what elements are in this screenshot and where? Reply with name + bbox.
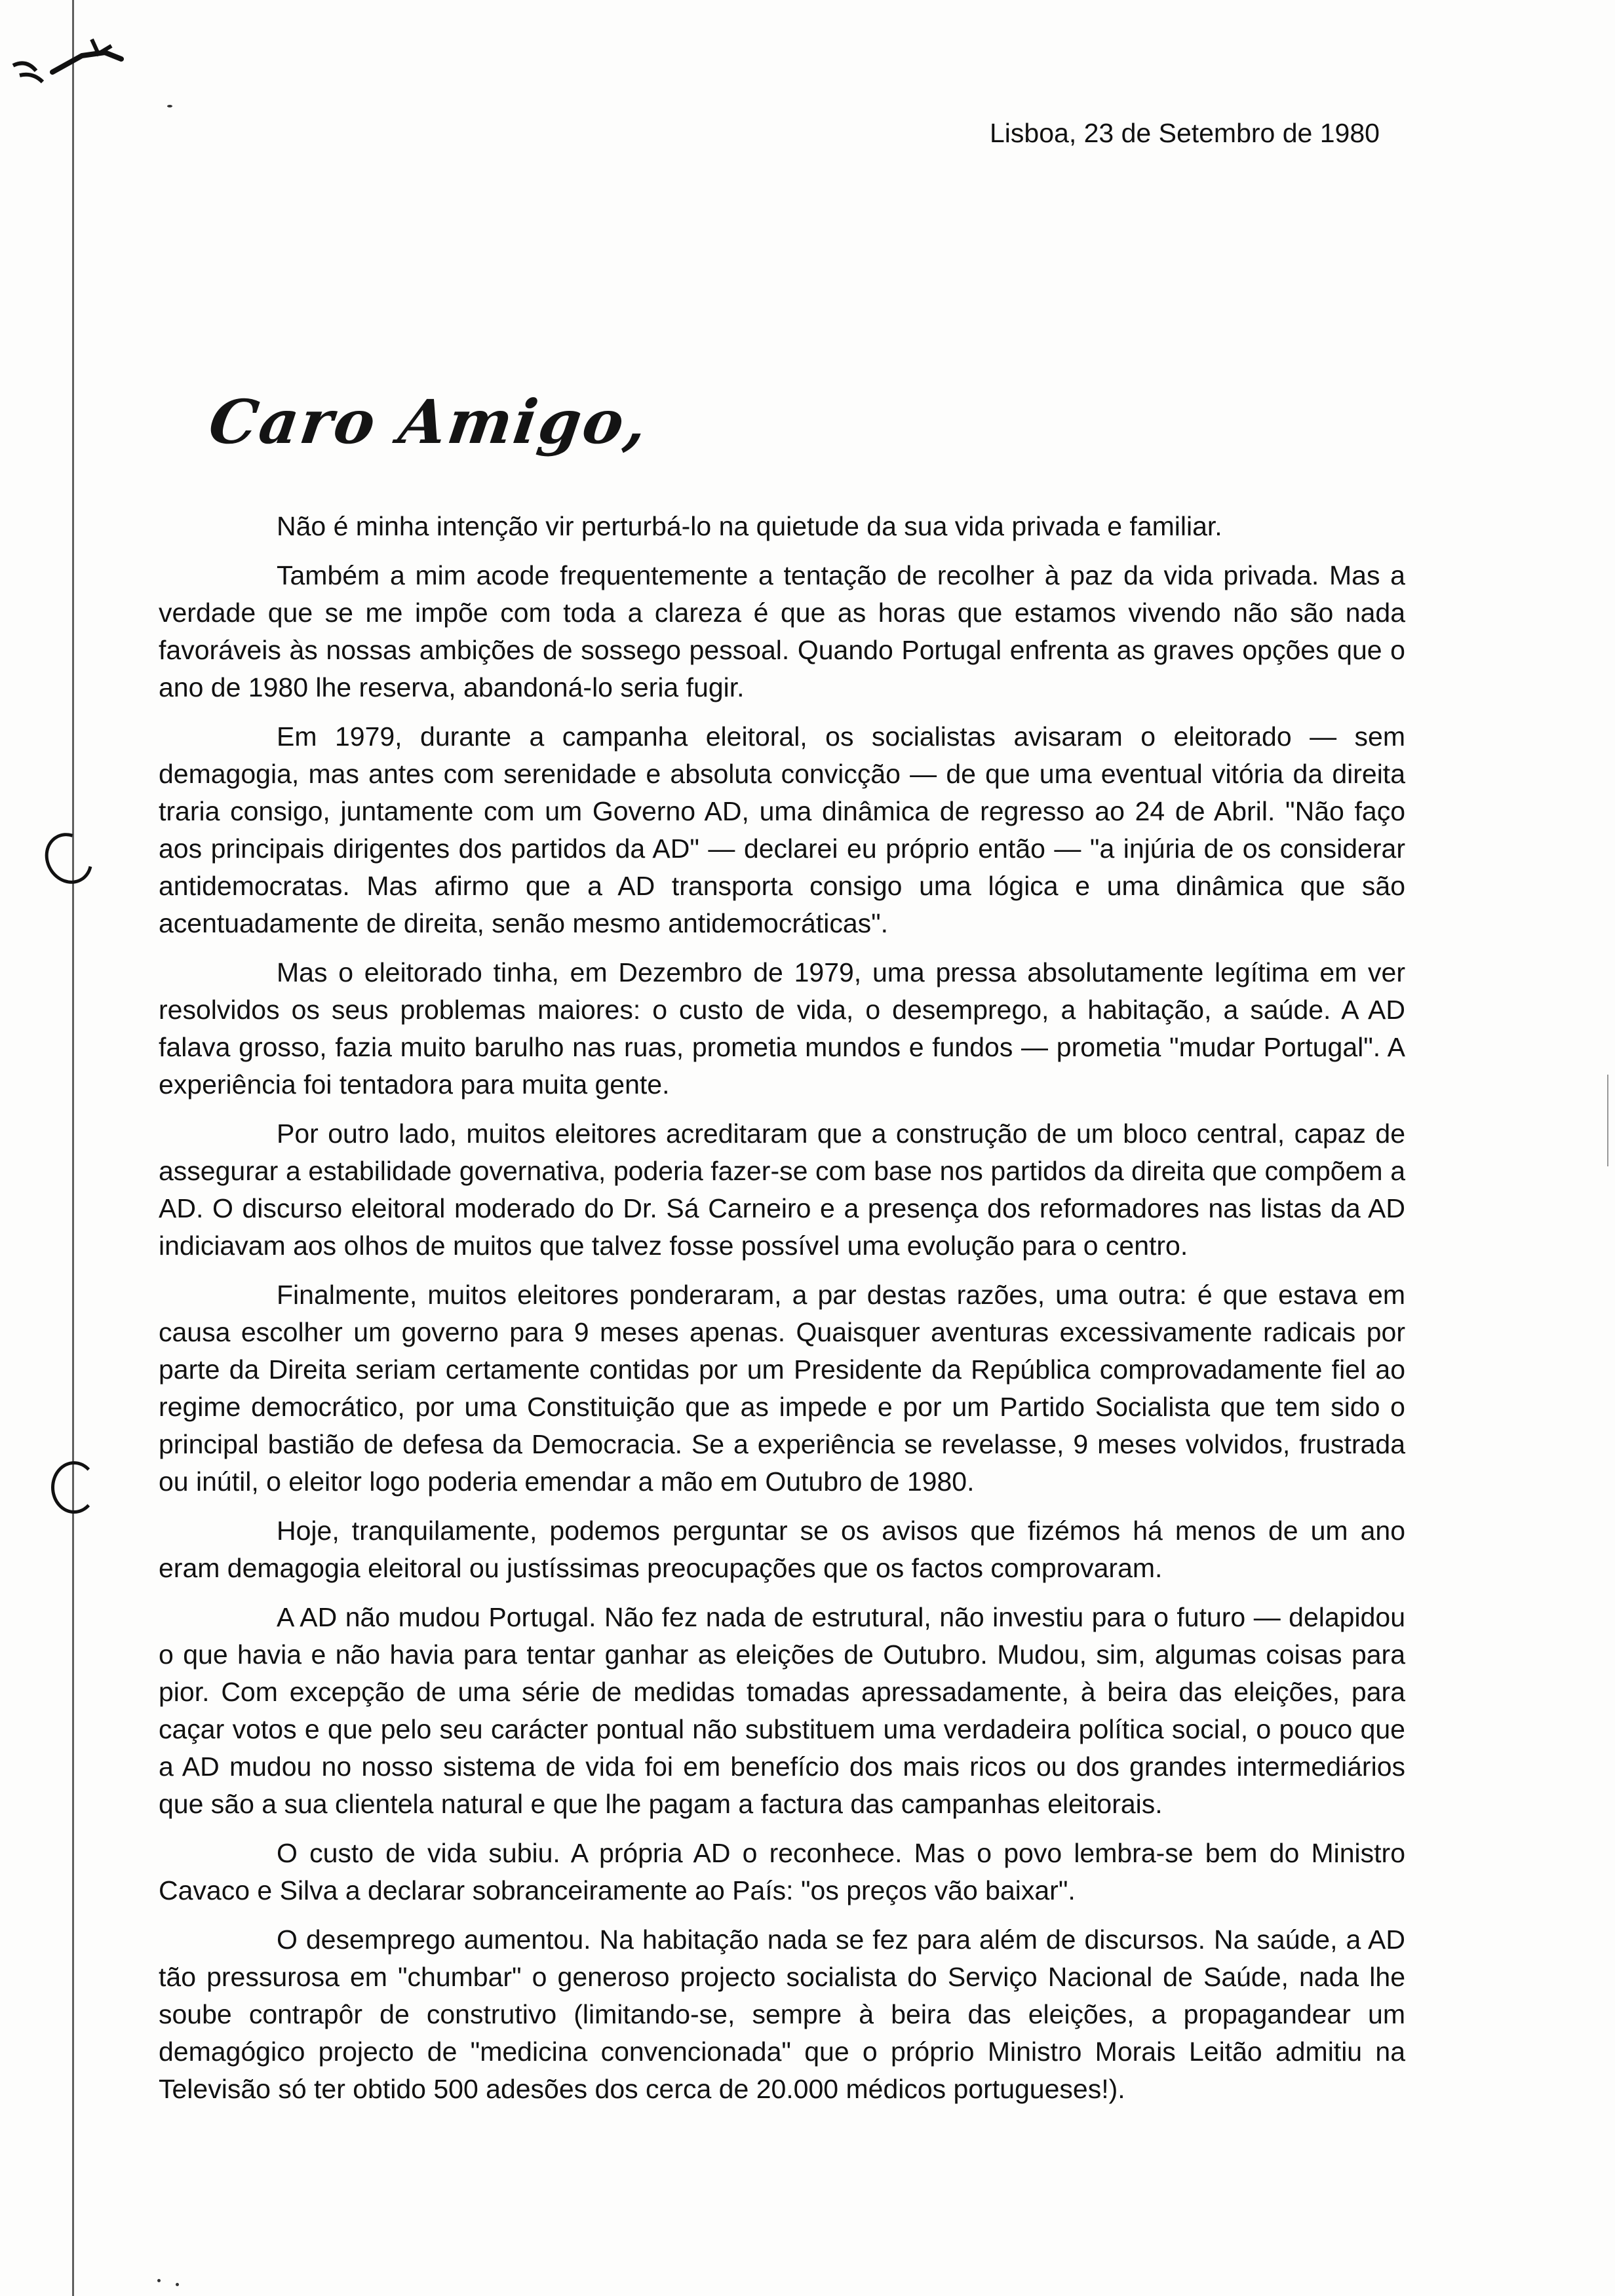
right-edge-mark	[1607, 1075, 1608, 1166]
paragraph: O custo de vida subiu. A própria AD o reconhece. Mas o povo lembra-se bem do Ministro Cavaco e Silva a declarar sobranceiramente ao País: "os preços vão baixar".	[159, 1838, 1405, 1905]
letter-date: Lisboa, 23 de Setembro de 1980	[990, 118, 1380, 148]
paragraph: Mas o eleitorado tinha, em Dezembro de 1979, uma pressa absolutamente legítima em ver resolvidos os seus problemas maiores: o custo de vida, o desemprego, a habitação, a saúde. A AD falava grosso, fazia muito barulho nas ruas, prometia mundos e fundos — prometia "mudar Portugal". A experiência foi tentadora para muita gente.	[159, 957, 1405, 1100]
punch-hole-icon	[36, 824, 102, 892]
punch-hole-icon	[51, 1461, 97, 1514]
paragraph: Finalmente, muitos eleitores ponderaram, a par destas razões, uma outra: é que estava em causa escolher um governo para 9 meses apenas. Quaisquer aventuras excessivamente radicais por parte da Direita seriam certamente contidas por um Presidente da República comprovadamente fiel ao regime democrático, por uma Constituição que as impede e por um Partido Socialista que tem sido o principal bastião de defesa da Democracia. Se a experiência se revelasse, 9 meses volvidos, frustrada ou inútil, o eleitor logo poderia emendar a mão em Outubro de 1980.	[159, 1280, 1405, 1497]
binding-margin-line	[72, 0, 74, 2296]
paragraph: O desemprego aumentou. Na habitação nada se fez para além de discursos. Na saúde, a AD tão pressurosa em "chumbar" o generoso projecto socialista do Serviço Nacional de Saúde, nada lhe soube contrapôr de construtivo (limitando-se, sempre à beira das eleições, a propagandear um demagógico projecto de "medicina convencionada" que o próprio Ministro Morais Leitão admitiu na Televisão só ter obtido 500 adesões dos cerca de 20.000 médicos portugueses!).	[159, 1924, 1405, 2104]
paragraph: Por outro lado, muitos eleitores acreditaram que a construção de um bloco central, capaz de assegurar a estabilidade governativa, poderia fazer-se com base nos partidos da direita que compõem a AD. O discurso eleitoral moderado do Dr. Sá Carneiro e a presença dos reformadores nas listas da AD indiciavam aos olhos de muitos que talvez fosse possível uma evolução para o centro.	[159, 1119, 1405, 1261]
letter-body	[159, 508, 1405, 2120]
stray-mark	[176, 2283, 179, 2286]
paragraph: Não é minha intenção vir perturbá-lo na quietude da sua vida privada e familiar.	[277, 511, 1222, 541]
paragraph: Também a mim acode frequentemente a tentação de recolher à paz da vida privada. Mas a verdade que se me impõe com toda a clareza é que as horas que estamos vivendo não são nada favoráveis às nossas ambições de sossego pessoal. Quando Portugal enfrenta as graves opções que o ano de 1980 lhe reserva, abandoná-lo seria fugir.	[159, 560, 1405, 702]
handwritten-salutation: Caro Amigo,	[204, 387, 653, 457]
corner-scribble-icon	[7, 20, 131, 92]
stray-mark	[157, 2279, 161, 2282]
stray-mark	[167, 105, 172, 107]
paragraph: Em 1979, durante a campanha eleitoral, os socialistas avisaram o eleitorado — sem demagogia, mas antes com serenidade e absoluta convicção — de que uma eventual vitória da direita traria consigo, juntamente com um Governo AD, uma dinâmica de regresso ao 24 de Abril. "Não faço aos principais dirigentes dos partidos da AD" — declarei eu próprio então — "a injúria de os considerar antidemocratas. Mas afirmo que a AD transporta consigo uma lógica e uma dinâmica que são acentuadamente de direita, senão mesmo antidemocráticas".	[159, 721, 1405, 938]
paragraph: A AD não mudou Portugal. Não fez nada de estrutural, não investiu para o futuro — delapidou o que havia e não havia para tentar ganhar as eleições de Outubro. Mudou, sim, algumas coisas para pior. Com excepção de uma série de medidas tomadas apressadamente, à beira das eleições, para caçar votos e que pelo seu carácter pontual não substituem uma verdadeira política social, o pouco que a AD mudou no nosso sistema de vida foi em benefício dos mais ricos ou dos grandes intermediários que são a sua clientela natural e que lhe pagam a factura das campanhas eleitorais.	[159, 1602, 1405, 1819]
paragraph: Hoje, tranquilamente, podemos perguntar se os avisos que fizémos há menos de um ano eram demagogia eleitoral ou justíssimas preocupações que os factos comprovaram.	[159, 1516, 1405, 1583]
